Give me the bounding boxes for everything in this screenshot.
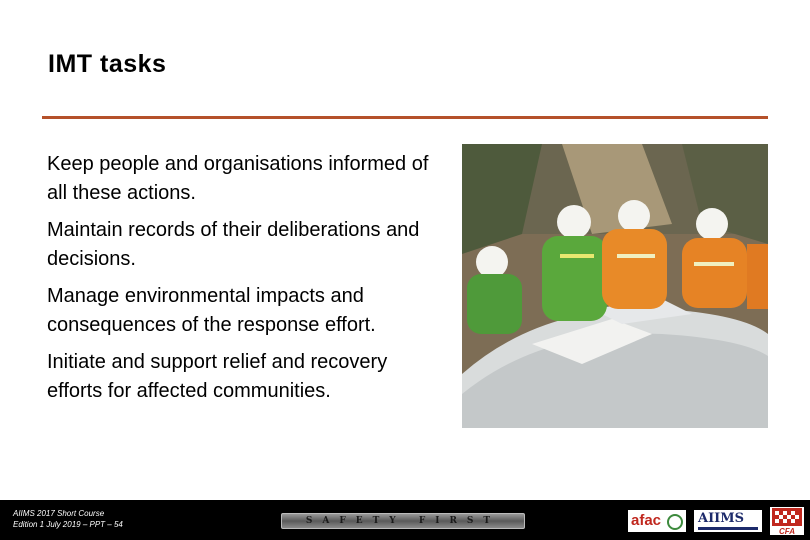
bullet-item: Keep people and organisations informed of all these actions. (47, 153, 429, 204)
cfa-logo-text: CFA (779, 527, 795, 535)
bullet-list (47, 150, 447, 414)
afac-ring-icon (667, 514, 683, 530)
bullet-item: Maintain records of their deliberations and decisions. (47, 219, 420, 270)
bullet-item: Initiate and support relief and recovery efforts for affected communities. (47, 351, 388, 402)
footer-text (13, 508, 123, 530)
afac-logo (628, 510, 686, 532)
title-divider (42, 116, 768, 119)
firefighters-photo (462, 144, 768, 428)
edition-label: Edition 1 July 2019 – PPT – 54 (13, 520, 123, 529)
aiims-logo (694, 510, 762, 532)
cfa-logo (770, 507, 804, 535)
bullet-item: Manage environmental impacts and consequences of the response effort. (47, 285, 376, 336)
safety-first-banner: SAFETY FIRST (281, 513, 525, 529)
afac-logo-text: afac (631, 512, 662, 529)
aiims-logo-text: AIIMS (698, 511, 745, 526)
aiims-underline (698, 527, 758, 530)
slide-title: IMT tasks (48, 50, 167, 78)
course-name: AIIMS 2017 Short Course (13, 509, 105, 518)
